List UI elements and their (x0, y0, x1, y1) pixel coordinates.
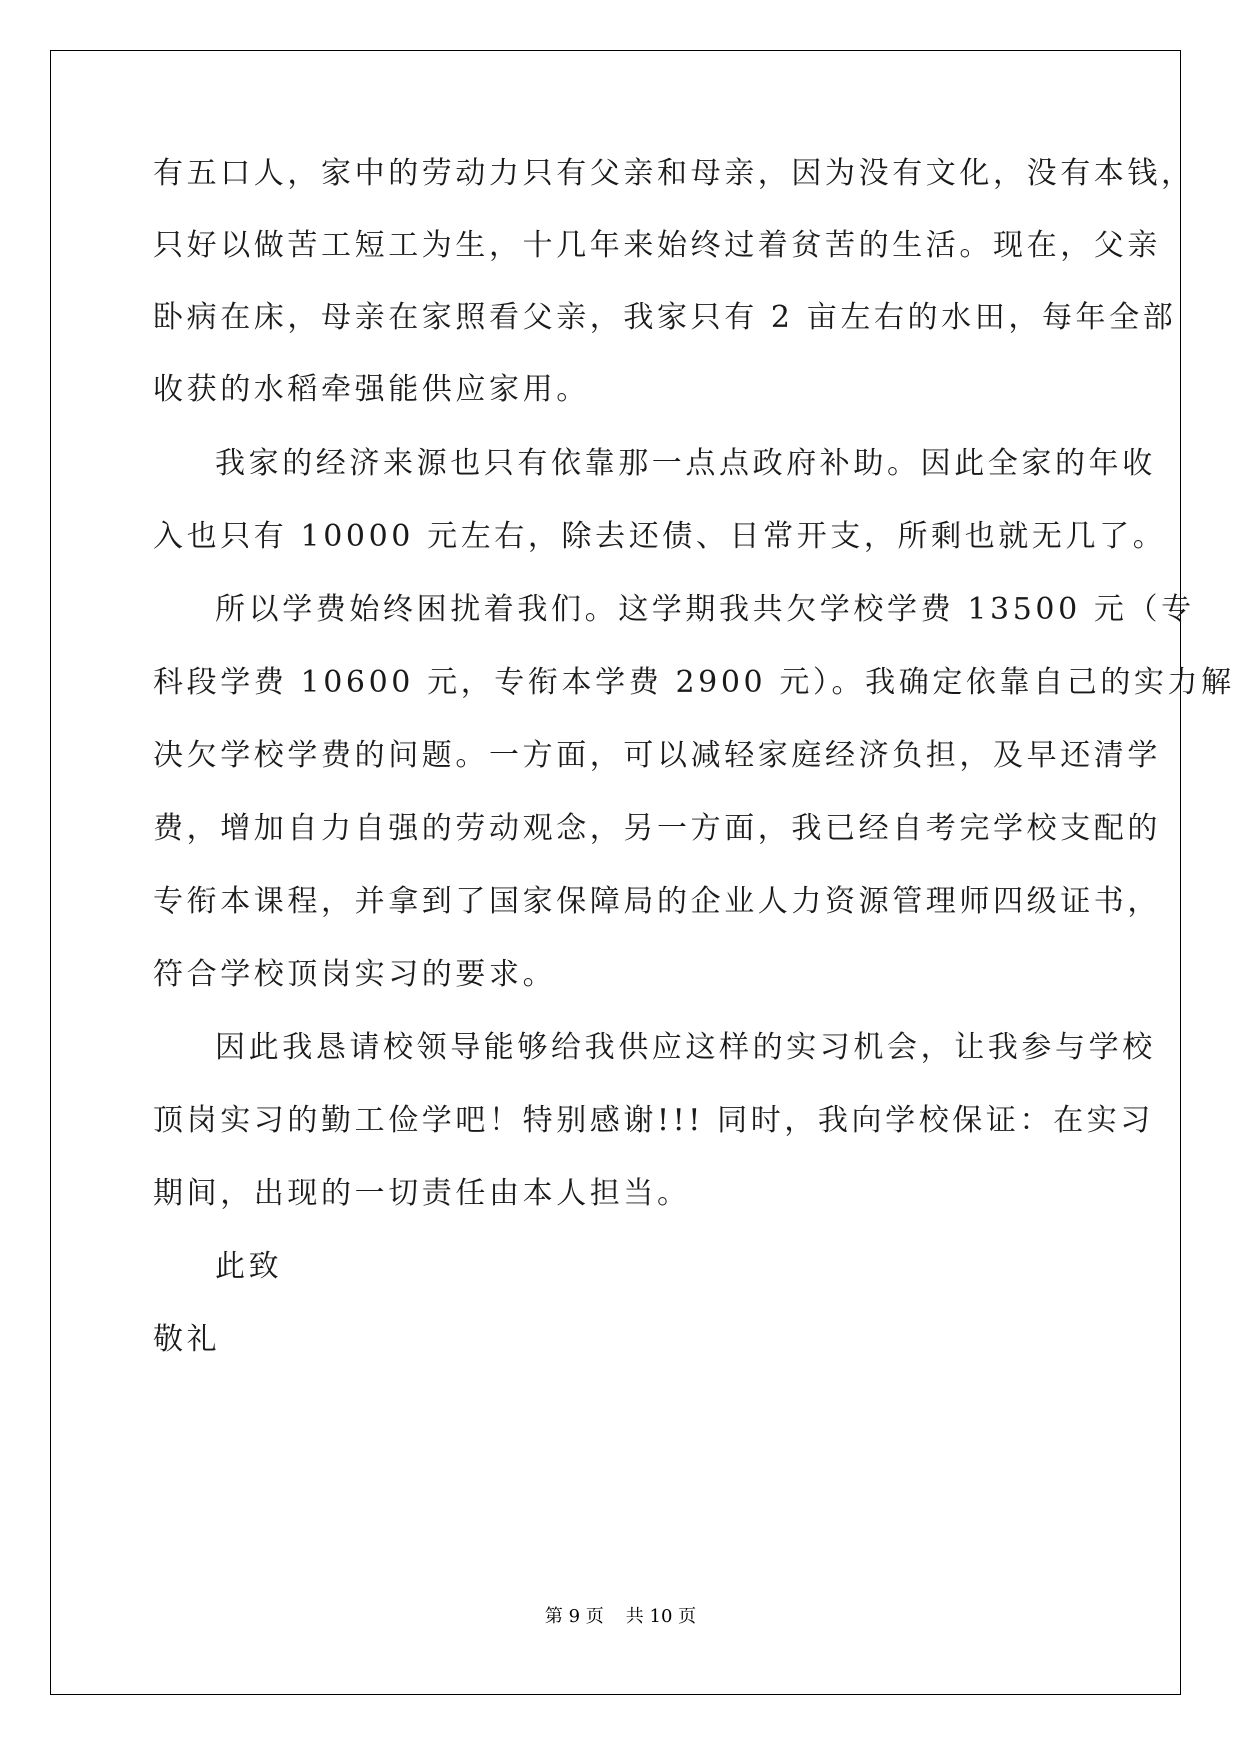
text-line: 科段学费 10600 元，专衔本学费 2900 元）。我确定依靠自己的实力解 (153, 665, 1235, 700)
text-line: 符合学校顶岗实习的要求。 (153, 957, 557, 992)
closing-salutation: 此致 (215, 1249, 283, 1284)
text-line: 顶岗实习的勤工俭学吧！特别感谢!!! 同时，我向学校保证：在实习 (153, 1103, 1154, 1138)
text-line: 决欠学校学费的问题。一方面，可以减轻家庭经济负担，及早还清学 (153, 738, 1161, 773)
text-line: 入也只有 10000 元左右，除去还债、日常开支，所剩也就无几了。 (153, 519, 1167, 554)
text-line: 因此我恳请校领导能够给我供应这样的实习机会，让我参与学校 (215, 1030, 1156, 1065)
page-number: 第 9 页 (544, 1606, 604, 1627)
page-border (50, 50, 1181, 1695)
text-line: 我家的经济来源也只有依靠那一点点政府补助。因此全家的年收 (215, 446, 1156, 481)
page-footer (0, 1605, 1241, 1629)
text-line: 卧病在床，母亲在家照看父亲，我家只有 2 亩左右的水田，每年全部 (153, 300, 1177, 335)
closing-regards: 敬礼 (153, 1322, 221, 1357)
text-line: 所以学费始终困扰着我们。这学期我共欠学校学费 13500 元（专 (215, 592, 1195, 627)
page-total: 共 10 页 (625, 1606, 697, 1627)
text-line: 有五口人，家中的劳动力只有父亲和母亲，因为没有文化，没有本钱， (153, 156, 1195, 191)
text-line: 期间，出现的一切责任由本人担当。 (153, 1176, 691, 1211)
text-line: 只好以做苦工短工为生，十几年来始终过着贫苦的生活。现在，父亲 (153, 228, 1161, 263)
text-line: 收获的水稻牵强能供应家用。 (153, 372, 590, 407)
text-line: 费，增加自力自强的劳动观念，另一方面，我已经自考完学校支配的 (153, 811, 1161, 846)
text-line: 专衔本课程，并拿到了国家保障局的企业人力资源管理师四级证书， (153, 884, 1161, 919)
